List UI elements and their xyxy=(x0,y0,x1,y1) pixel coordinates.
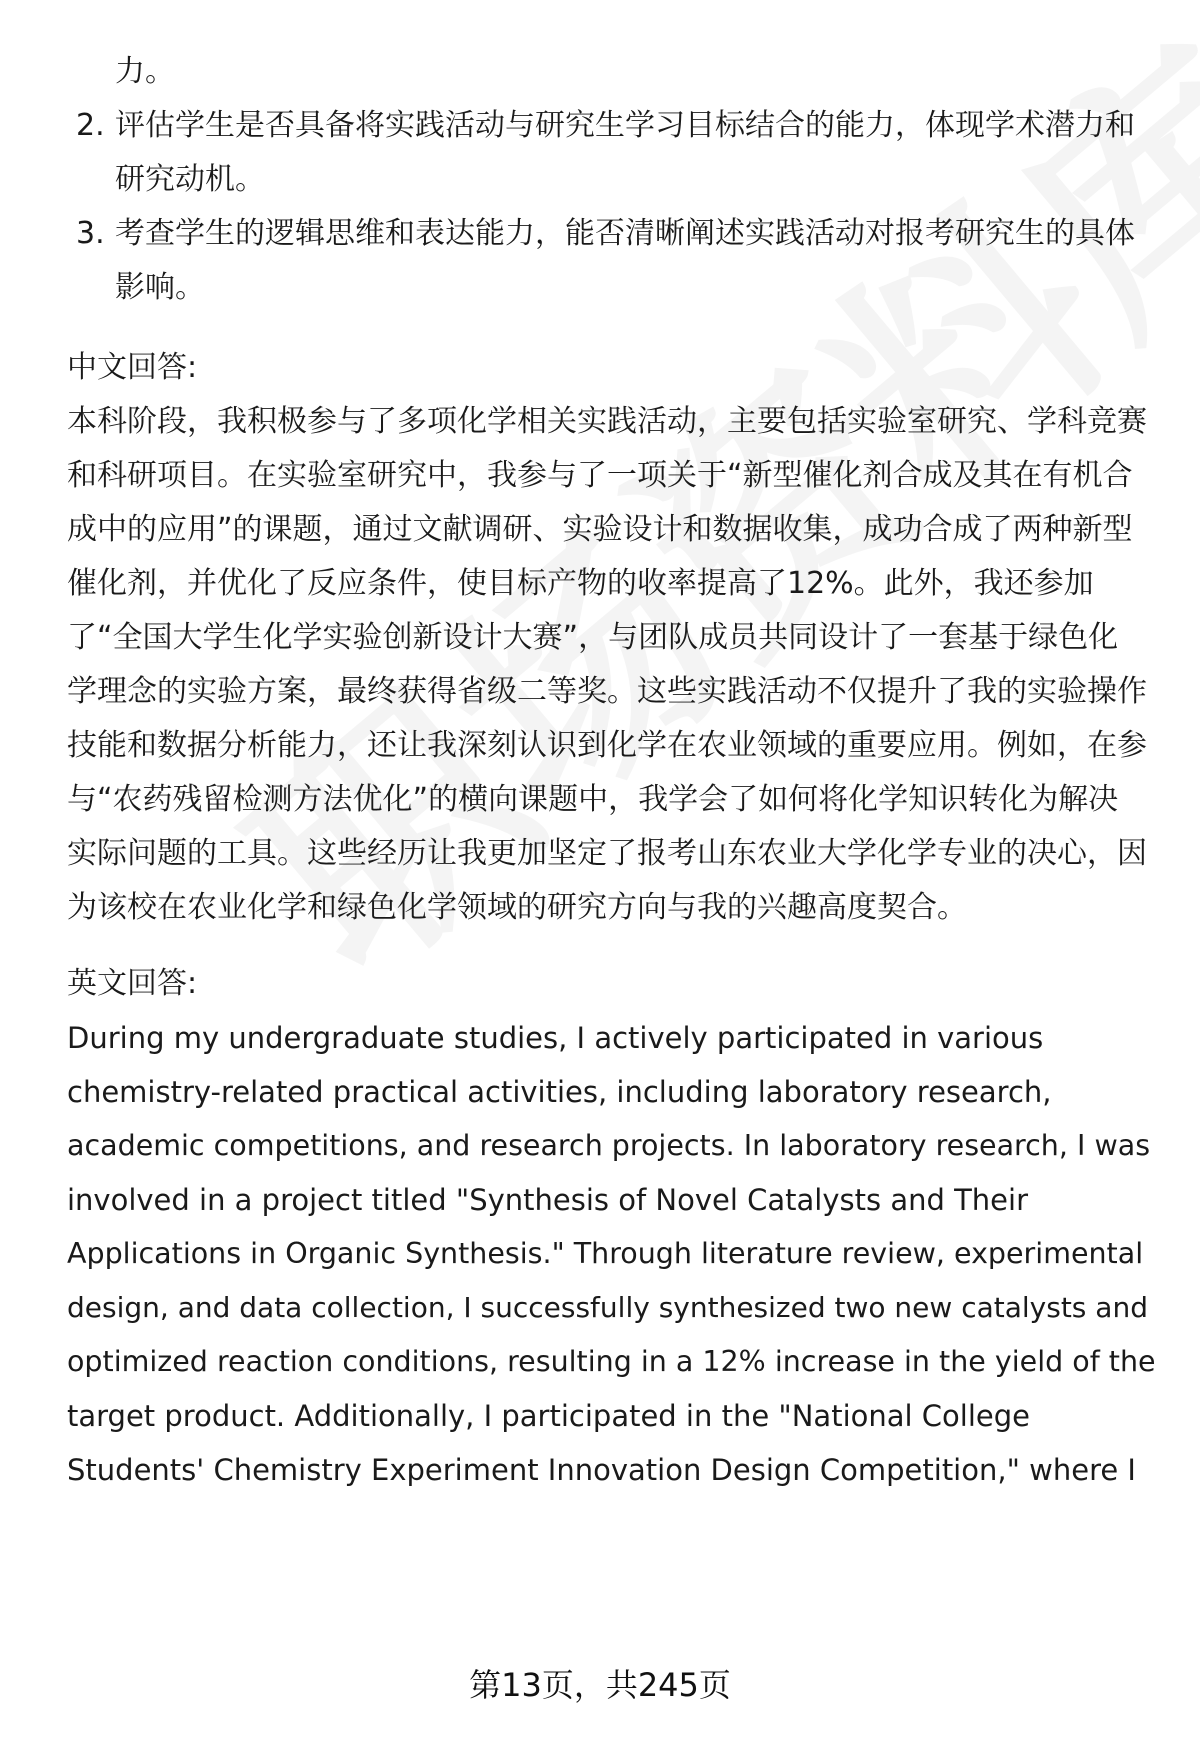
paragraph-line: academic competitions, and research projects. In laboratory research, I was xyxy=(67,1129,1151,1162)
paragraph-line: 学理念的实验方案，最终获得省级二等奖。这些实践活动不仅提升了我的实验操作 xyxy=(67,674,1147,709)
paragraph-line: chemistry-related practical activities, including laboratory research, xyxy=(67,1075,1052,1109)
paragraph-line: 实际问题的工具。这些经历让我更加坚定了报考山东农业大学化学专业的决心，因 xyxy=(67,836,1147,871)
paragraph-line: optimized reaction conditions, resulting in a 12% increase in the yield of the xyxy=(67,1345,1156,1378)
list-item-line: 研究动机。 xyxy=(115,162,265,197)
paragraph-line: design, and data collection, I successfully synthesized two new catalysts and xyxy=(67,1291,1148,1324)
paragraph-line: target product. Additionally, I participated in the "National College xyxy=(67,1399,1030,1433)
paragraph-line: Students' Chemistry Experiment Innovation Design Competition," where I xyxy=(67,1453,1136,1487)
paragraph-line: 技能和数据分析能力，还让我深刻认识到化学在农业领域的重要应用。例如，在参 xyxy=(67,728,1147,763)
paragraph-line: Applications in Organic Synthesis." Through literature review, experimental xyxy=(67,1237,1144,1270)
paragraph-line: 与“农药残留检测方法优化”的横向课题中，我学会了如何将化学知识转化为解决 xyxy=(67,782,1119,817)
paragraph-line: 成中的应用”的课题，通过文献调研、实验设计和数据收集，成功合成了两种新型 xyxy=(67,512,1133,547)
paragraph-line: 为该校在农业化学和绿色化学领域的研究方向与我的兴趣高度契合。 xyxy=(67,890,967,925)
paragraph-line: During my undergraduate studies, I actively participated in various xyxy=(67,1021,1044,1055)
english-answer-heading: 英文回答: xyxy=(67,966,198,1001)
paragraph-line: involved in a project titled "Synthesis of Novel Catalysts and Their xyxy=(67,1183,1029,1217)
list-continuation: 力。 xyxy=(115,54,175,89)
list-number: 2. xyxy=(76,108,105,143)
paragraph-line: 和科研项目。在实验室研究中，我参与了一项关于“新型催化剂合成及其在有机合 xyxy=(67,458,1133,493)
chinese-answer-heading: 中文回答: xyxy=(67,350,198,385)
page-number-footer: 第13页，共245页 xyxy=(469,1666,731,1704)
paragraph-line: 了“全国大学生化学实验创新设计大赛”，与团队成员共同设计了一套基于绿色化 xyxy=(67,620,1119,655)
paragraph-line: 本科阶段，我积极参与了多项化学相关实践活动，主要包括实验室研究、学科竞赛 xyxy=(67,404,1147,439)
list-item-line: 评估学生是否具备将实践活动与研究生学习目标结合的能力，体现学术潜力和 xyxy=(115,108,1135,143)
paragraph-line: 催化剂，并优化了反应条件，使目标产物的收率提高了12%。此外，我还参加 xyxy=(67,566,1094,601)
list-item-line: 影响。 xyxy=(115,270,205,305)
list-number: 3. xyxy=(76,216,105,251)
list-item-line: 考查学生的逻辑思维和表达能力，能否清晰阐述实践活动对报考研究生的具体 xyxy=(115,216,1135,251)
